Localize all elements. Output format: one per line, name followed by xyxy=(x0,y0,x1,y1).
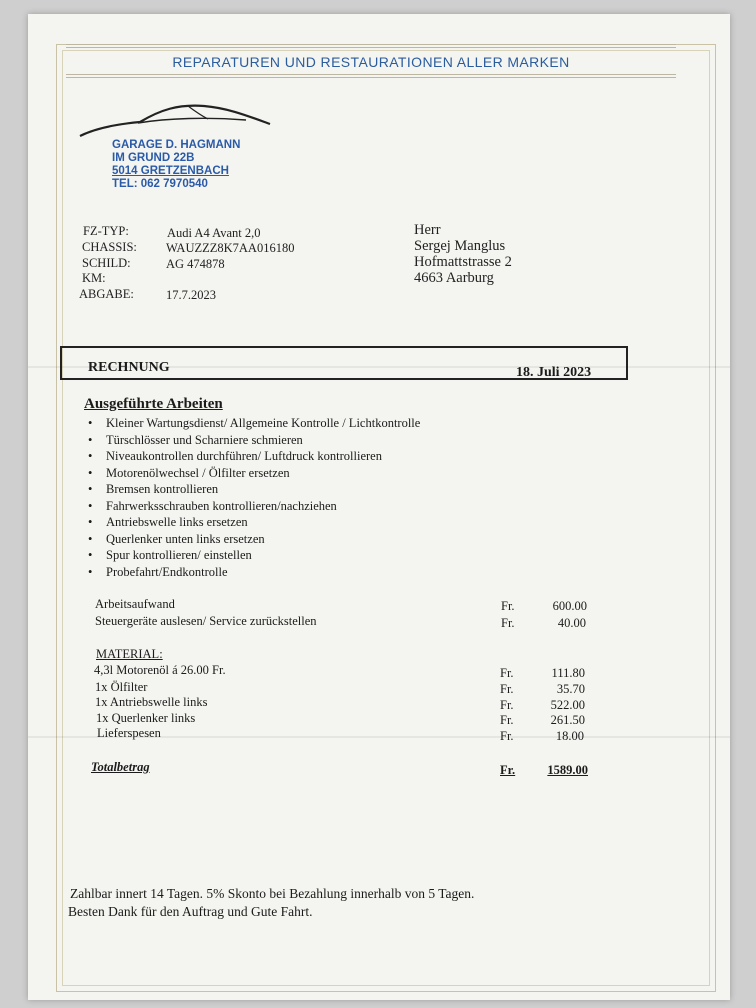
material-controlarm-label: 1x Querlenker links xyxy=(96,711,196,725)
km-label: KM: xyxy=(82,271,106,285)
list-item xyxy=(88,514,420,531)
delivery-label: ABGABE: xyxy=(79,287,134,301)
chassis-value: WAUZZZ8K7AA016180 xyxy=(166,241,295,255)
material-driveshaft-currency: Fr. xyxy=(500,698,514,712)
material-driveshaft-label: 1x Antriebswelle links xyxy=(95,695,208,709)
payment-terms: Zahlbar innert 14 Tagen. 5% Skonto bei Bezahlung innerhalb von 5 Tagen. xyxy=(70,886,475,901)
garage-street: IM GRUND 22B xyxy=(112,152,195,164)
material-controlarm-currency: Fr. xyxy=(500,713,514,727)
total-currency: Fr. xyxy=(500,763,516,777)
work-item: Fahrwerksschrauben kontrollieren/nachziehen xyxy=(106,498,337,513)
recipient-salutation: Herr xyxy=(414,222,441,238)
list-item xyxy=(88,498,420,515)
garage-city: 5014 GRETZENBACH xyxy=(112,165,229,177)
header-rule-top xyxy=(66,44,676,45)
material-shipping-label: Lieferspesen xyxy=(97,726,161,740)
vehicle-type-label: FZ-TYP: xyxy=(83,224,129,238)
plate-label: SCHILD: xyxy=(82,256,131,270)
material-heading: MATERIAL: xyxy=(96,647,163,661)
works-heading: Ausgeführte Arbeiten xyxy=(84,396,223,412)
garage-phone: TEL: 062 7970540 xyxy=(112,178,208,190)
header-rule-top-2 xyxy=(66,47,676,48)
work-item: Bremsen kontrollieren xyxy=(106,482,219,496)
material-shipping-amount: 18.00 xyxy=(555,729,584,743)
garage-address xyxy=(112,139,240,191)
total-amount: 1589.00 xyxy=(547,763,588,777)
labor-currency: Fr. xyxy=(501,599,515,613)
list-item xyxy=(88,448,420,465)
bullet: • xyxy=(88,531,93,546)
vehicle-type-value: Audi A4 Avant 2,0 xyxy=(167,226,261,240)
work-item: Spur kontrollieren/ einstellen xyxy=(106,548,252,562)
service-label: Steuergeräte auslesen/ Service zurückstellen xyxy=(95,614,317,628)
recipient-city: 4663 Aarburg xyxy=(414,270,494,286)
letterhead-title: REPARATUREN UND RESTAURATIONEN ALLER MARKEN xyxy=(172,54,570,70)
delivery-value: 17.7.2023 xyxy=(166,288,216,302)
invoice-title: RECHNUNG xyxy=(88,360,170,375)
labor-label: Arbeitsaufwand xyxy=(95,597,175,611)
work-item: Motorenölwechsel / Ölfilter ersetzen xyxy=(106,465,290,480)
plate-value: AG 474878 xyxy=(166,257,225,271)
bullet: • xyxy=(88,416,93,430)
work-item: Türschlösser und Scharniere schmieren xyxy=(106,432,303,447)
service-currency: Fr. xyxy=(501,616,515,630)
material-oil-amount: 111.80 xyxy=(551,666,585,680)
recipient-address xyxy=(414,222,512,286)
labor-amount: 600.00 xyxy=(552,599,587,613)
list-item xyxy=(88,481,420,498)
list-item xyxy=(88,465,420,482)
bullet: • xyxy=(88,465,93,480)
car-logo-icon xyxy=(78,100,278,142)
material-driveshaft-amount: 522.00 xyxy=(550,698,585,712)
letterhead xyxy=(66,42,676,80)
list-item xyxy=(88,531,420,548)
bullet: • xyxy=(88,449,93,463)
bullet: • xyxy=(88,432,93,447)
bullet: • xyxy=(88,482,93,496)
material-shipping-currency: Fr. xyxy=(500,729,514,743)
header-rule-bottom xyxy=(66,74,676,75)
list-item xyxy=(88,547,420,564)
material-oil-label: 4,3l Motorenöl á 26.00 Fr. xyxy=(94,663,226,677)
garage-name: GARAGE D. HAGMANN xyxy=(112,139,241,151)
total-label: Totalbetrag xyxy=(91,760,150,774)
material-controlarm-amount: 261.50 xyxy=(550,713,585,727)
service-amount: 40.00 xyxy=(557,616,586,630)
work-item: Niveaukontrollen durchführen/ Luftdruck kontrollieren xyxy=(106,449,382,463)
material-filter-label: 1x Ölfilter xyxy=(95,680,148,694)
list-item xyxy=(88,564,420,581)
material-filter-amount: 35.70 xyxy=(556,682,585,696)
work-item: Antriebswelle links ersetzen xyxy=(106,515,248,529)
list-item xyxy=(88,432,420,449)
works-list xyxy=(88,415,420,580)
recipient-street: Hofmattstrasse 2 xyxy=(414,254,512,270)
closing-thanks: Besten Dank für den Auftrag und Gute Fahrt. xyxy=(68,904,313,919)
material-filter-currency: Fr. xyxy=(500,682,514,696)
list-item xyxy=(88,415,420,432)
bullet: • xyxy=(88,548,93,562)
bullet: • xyxy=(88,515,93,529)
work-item: Querlenker unten links ersetzen xyxy=(106,531,265,546)
recipient-name: Sergej Manglus xyxy=(414,238,506,254)
bullet: • xyxy=(88,498,93,513)
invoice-title-box xyxy=(60,346,628,380)
chassis-label: CHASSIS: xyxy=(82,240,137,254)
header-rule-bottom-2 xyxy=(66,77,676,78)
invoice-date: 18. Juli 2023 xyxy=(516,365,592,380)
bullet: • xyxy=(88,564,93,579)
material-oil-currency: Fr. xyxy=(500,666,514,680)
work-item: Kleiner Wartungsdienst/ Allgemeine Kontrolle / Lichtkontrolle xyxy=(106,416,421,430)
work-item: Probefahrt/Endkontrolle xyxy=(106,564,228,579)
